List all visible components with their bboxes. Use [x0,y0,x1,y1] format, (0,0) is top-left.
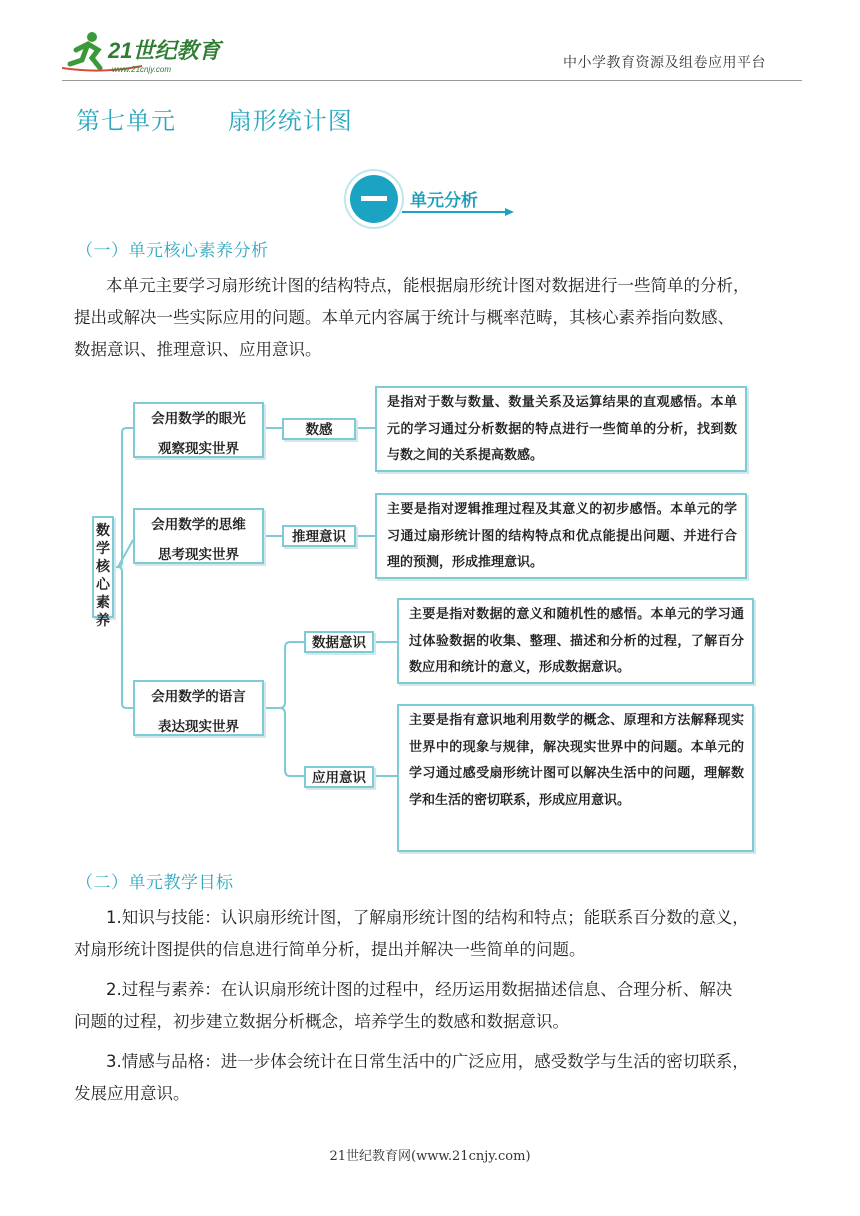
paragraph-line: 提出或解决一些实际应用的问题。本单元内容属于统计与概率范畴，其核心素养指向数感、 [74,308,734,327]
goal-line: 对扇形统计图提供的信息进行简单分析，提出并解决一些简单的问题。 [74,940,586,959]
goal-line: 问题的过程，初步建立数据分析概念，培养学生的数感和数据意识。 [74,1012,569,1031]
unit-title: 第七单元 扇形统计图 [76,107,353,135]
teaching-goals [74,902,794,1110]
root-core-literacy: 数 学 核 心 素 养 [92,516,114,618]
section1-heading: （一）单元核心素养分析 [76,241,269,261]
footer: 21世纪教育网(www.21cnjy.com) [329,1149,531,1164]
desc-data-awareness: 主要是指对数据的意义和随机性的感悟。本单元的学习通过体验数据的收集、整理、描述和分析的过程，了解百分数应用和统计的意义，形成数据意识。 [397,598,754,684]
category-eye-box: 会用数学的眼光 观察现实世界 [133,402,264,458]
goal-line: 2.过程与素养：在认识扇形统计图的过程中，经历运用数据描述信息、合理分析、解决 [106,980,733,999]
tag-application: 应用意识 [304,766,374,788]
tag-number-sense: 数感 [282,418,356,440]
section2-heading: （二）单元教学目标 [76,873,234,893]
desc-number-sense: 是指对于数与数量、数量关系及运算结果的直观感悟。本单元的学习通过分析数据的特点进行一些简单的分析，找到数与数之间的关系提高数感。 [375,386,747,472]
desc-reasoning: 主要是指对逻辑推理过程及其意义的初步感悟。本单元的学习通过扇形统计图的结构特点和优点能提出问题、并进行合理的预测，形成推理意识。 [375,493,747,579]
goal-line: 1.知识与技能：认识扇形统计图，了解扇形统计图的结构和特点；能联系百分数的意义， [106,908,749,927]
section-banner-label: 单元分析 [410,191,478,211]
category-thinking-box: 会用数学的思维 思考现实世界 [133,508,264,564]
paragraph-line: 数据意识、推理意识、应用意识。 [74,340,322,359]
paragraph-line: 本单元主要学习扇形统计图的结构特点，能根据扇形统计图对数据进行一些简单的分析， [106,276,750,295]
goal-line: 发展应用意识。 [74,1084,190,1103]
logo-text: 21世纪教育 [108,38,221,63]
desc-application: 主要是指有意识地利用数学的概念、原理和方法解释现实世界中的现象与规律，解决现实世界中的问题。本单元的学习通过感受扇形统计图可以解决生活中的问题，理解数学和生活的密切联系，形成应用意识。 [397,704,754,852]
tag-reasoning: 推理意识 [282,525,356,547]
goal-line: 3.情感与品格：进一步体会统计在日常生活中的广泛应用，感受数学与生活的密切联系， [106,1052,749,1071]
tag-data-awareness: 数据意识 [304,631,374,653]
platform-name: 中小学教育资源及组卷应用平台 [563,55,766,71]
logo-url: www.21cnjy.com [112,65,171,74]
category-language-box: 会用数学的语言 表达现实世界 [133,680,264,736]
